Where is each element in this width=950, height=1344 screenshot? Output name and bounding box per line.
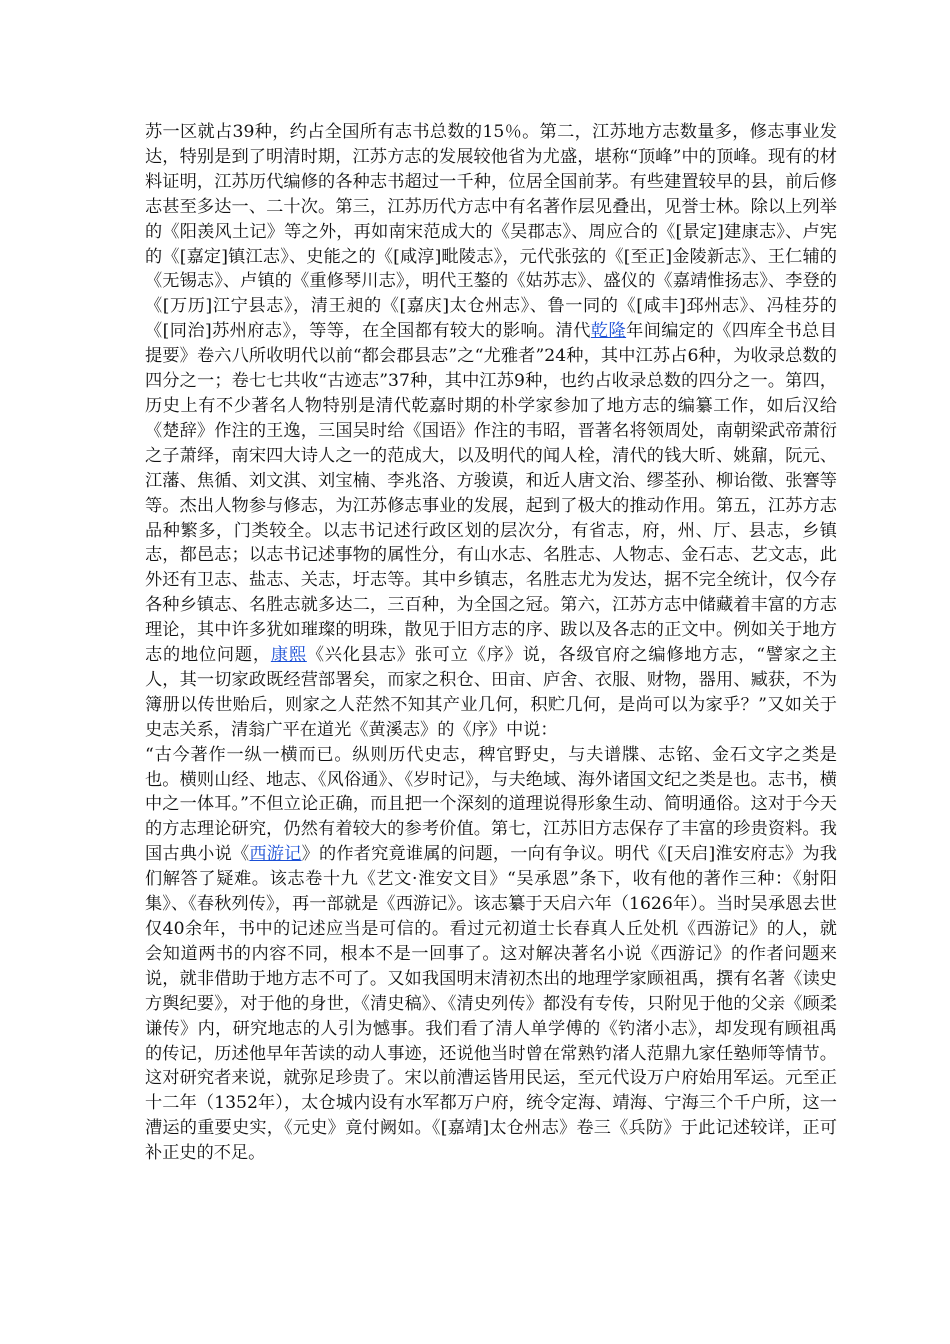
link-qianlong[interactable]: 乾隆 (590, 321, 627, 342)
paragraph-1-text-2: 年间编定的《四库全书总目提要》卷六八所收明代以前“都会郡县志”之“尤雅者”24种，其中江苏占6种，为收录总数的四分之一；卷七七共收“古迹志”37种，其中江苏9种，也约占收录总数的四分之一。第四，历史上有不少著名人物特别是清代乾嘉时期的朴学家参加了地方志的编纂工作，如后汉给《楚辞》作注的王逸，三国吴时给《国语》作注的韦昭，晋著名将领周处，南朝梁武帝萧衍之子萧绎，南宋四大诗人之一的范成大，以及明代的闻人栓，清代的钱大昕、姚鼐，阮元、江藩、焦循、刘文淇、刘宝楠、李兆洛、方骏谟，和近人唐文治、缪荃孙、柳诒徵、张謇等等。杰出人物参与修志，为江苏修志事业的发展，起到了极大的推动作用。第五，江苏方志品种繁多，门类较全。以志书记述行政区划的层次分，有省志，府，州、厅、县志，乡镇志，都邑志；以志书记述事物的属性分，有山水志、名胜志、人物志、金石志、艺文志，此外还有卫志、盐志、关志，圩志等。其中乡镇志，名胜志尤为发达，据不完全统计，仅今存各种乡镇志、名胜志就多达二，三百种，为全国之冠。第六，江苏方志中储藏着丰富的方志理论，其中许多犹如璀璨的明珠，散见于旧方志的序、跋以及各志的正文中。例如关于地方志的地位问题， (145, 321, 837, 666)
paragraph-1 (145, 120, 837, 743)
link-xiyouji[interactable]: 西游记 (249, 844, 302, 865)
document-body (145, 120, 837, 1166)
paragraph-1-text-3: 《兴化县志》张可立《序》说，各级官府之编修地方志，“譬家之主人，其一切家政既经营部署矣，而家之积仓、田亩、庐舍、衣服、财物，器用、臧获，不为簿册以传世贻后，则家之人茫然不知其产业几何，积贮几何，是尚可以为家乎？”又如关于史志关系，清翁广平在道光《黄溪志》的《序》中说： (145, 645, 837, 740)
paragraph-2-text-2: 》的作者究竟谁属的问题，一向有争议。明代《[天启]淮安府志》为我们解答了疑难。该志卷十九《艺文·淮安文目》“吴承恩”条下，收有他的著作三种：《射阳集》、《春秋列传》，再一部就是《西游记》。该志纂于天启六年（1626年）。当时吴承恩去世仅40余年，书中的记述应当是可信的。看过元初道士长春真人丘处机《西游记》的人，就会知道两书的内容不同，根本不是一回事了。这对解决著名小说《西游记》的作者问题来说，就非借助于地方志不可了。又如我国明末清初杰出的地理学家顾祖禹，撰有名著《读史方舆纪要》，对于他的身世，《清史稿》、《清史列传》都没有专传，只附见于他的父亲《顾柔谦传》内，研究地志的人引为憾事。我们看了清人单学傅的《钓渚小志》，却发现有顾祖禹的传记，历述他早年苦读的动人事迹，还说他当时曾在常熟钓渚人范鼎九家任塾师等情节。这对研究者来说，就弥足珍贵了。宋以前漕运皆用民运，至元代设万户府始用军运。元至正十二年（1352年），太仓城内设有水军都万户府，统令定海、靖海、宁海三个千户所，这一漕运的重要史实，《元史》竟付阙如。《[嘉靖]太仓州志》卷三《兵防》于此记述较详，正可补正史的不足。 (145, 844, 837, 1164)
paragraph-2-text-1: “古今著作一纵一横而已。纵则历代史志，稗官野史，与夫谱牒、志铭、金石文字之类是也。横则山经、地志、《风俗通》、《岁时记》，与夫绝域、海外诸国文纪之类是也。志书，横中之一体耳。”不但立论正确，而且把一个深刻的道理说得形象生动、简明通俗。这对于今天的方志理论研究，仍然有着较大的参考价值。第七，江苏旧方志保存了丰富的珍贵资料。我国古典小说《 (145, 744, 837, 865)
paragraph-2 (145, 743, 837, 1166)
link-kangxi[interactable]: 康熙 (270, 645, 307, 666)
paragraph-1-text-1: 苏一区就占39种，约占全国所有志书总数的15％。第二，江苏地方志数量多，修志事业发达，特别是到了明清时期，江苏方志的发展较他省为尤盛，堪称“顶峰”中的顶峰。现有的材料证明，江苏历代编修的各种志书超过一千种，位居全国前茅。有些建置较早的县，前后修志甚至多达一、二十次。第三，江苏历代方志中有名著作层见叠出，见誉士林。除以上列举的《阳羡风土记》等之外，再如南宋范成大的《吴郡志》、周应合的《[景定]建康志》、卢宪的《[嘉定]镇江志》、史能之的《[咸淳]毗陵志》，元代张弦的《[至正]金陵新志》、王仁辅的《无锡志》、卢镇的《重修琴川志》，明代王鏊的《姑苏志》、盛仪的《嘉靖惟扬志》、李登的《[万历]江宁县志》，清王昶的《[嘉庆]太仓州志》、鲁一同的《[咸丰]邳州志》、冯桂芬的《[同治]苏州府志》，等等，在全国都有较大的影响。清代 (145, 122, 837, 342)
